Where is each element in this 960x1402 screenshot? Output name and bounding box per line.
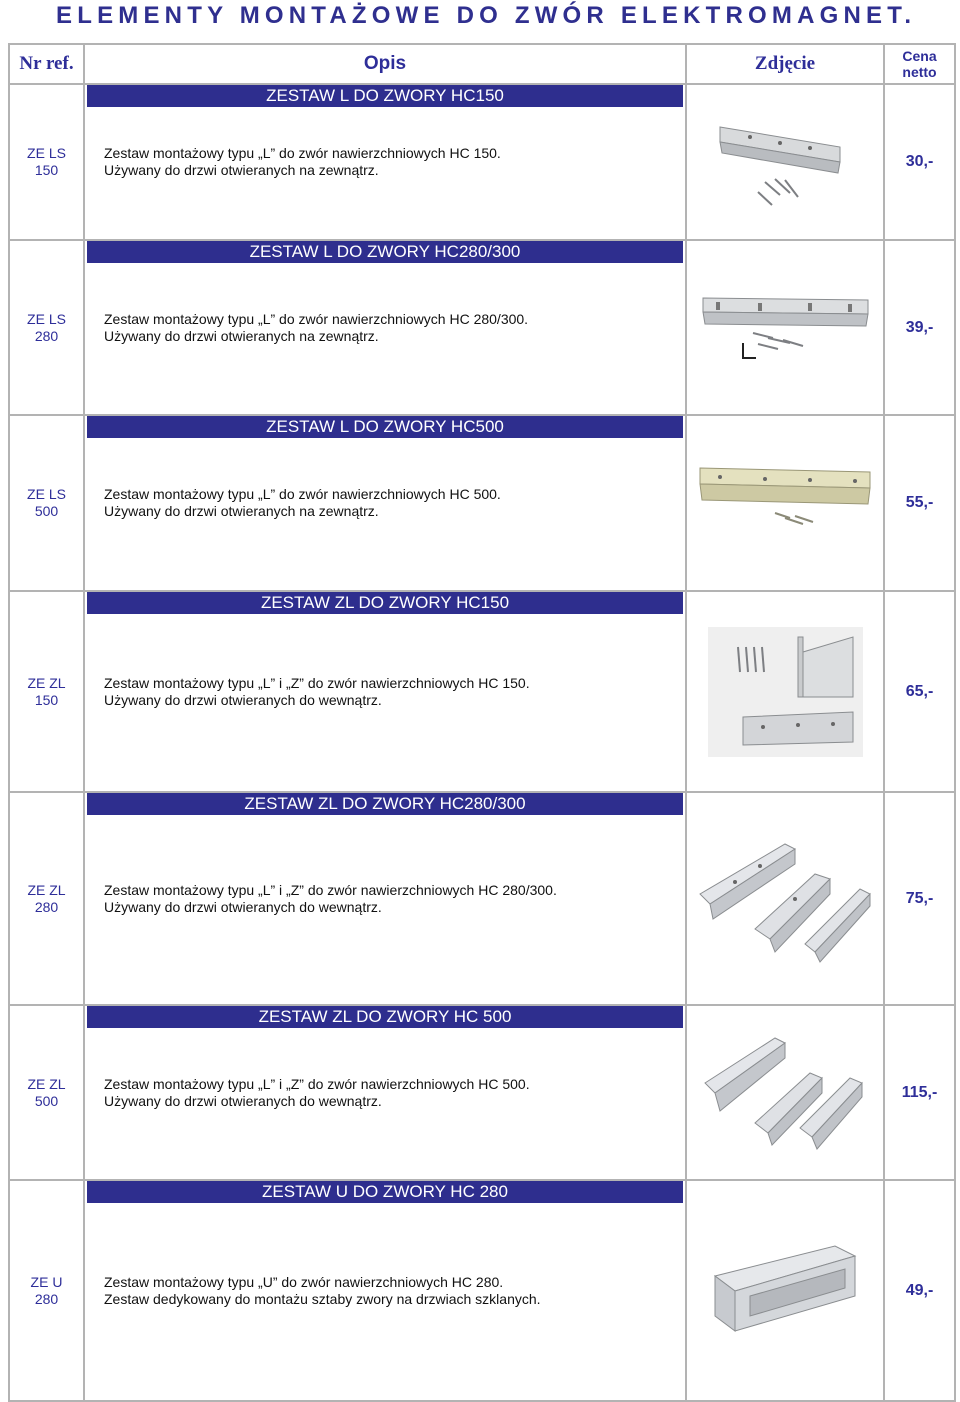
- item-price: 49,-: [885, 1181, 954, 1400]
- header-zdjecie-label: Zdjęcie: [754, 53, 816, 74]
- item-ref: [10, 85, 83, 239]
- item-ref-line1: ZE ZL: [27, 881, 66, 898]
- header-cena-line2: netto: [902, 64, 937, 80]
- section-band: ZESTAW L DO ZWORY HC280/300: [87, 241, 683, 263]
- item-photo: [687, 85, 883, 239]
- item-desc-line2: Używany do drzwi otwieranych na zewnątrz.: [104, 162, 379, 178]
- header-cena-line1: Cena: [902, 48, 937, 64]
- header-ref: [10, 45, 83, 83]
- item-desc-line2: Używany do drzwi otwieranych do wewnątrz.: [104, 898, 382, 915]
- section-band: ZESTAW L DO ZWORY HC150: [87, 85, 683, 107]
- section-band: ZESTAW ZL DO ZWORY HC150: [87, 592, 683, 614]
- item-desc-line2: Używany do drzwi otwieranych do wewnątrz.: [104, 691, 382, 708]
- item-ref: [10, 793, 83, 1004]
- item-price: 75,-: [885, 793, 954, 1004]
- l-bracket-icon: [710, 107, 860, 217]
- item-desc-line2: Używany do drzwi otwieranych do wewnątrz.: [104, 1092, 382, 1109]
- header-opis: [85, 45, 685, 83]
- item-description: [85, 241, 685, 414]
- item-ref-line1: ZE LS: [27, 310, 66, 327]
- item-description: [85, 1181, 685, 1400]
- item-price: 115,-: [885, 1006, 954, 1179]
- item-ref-line2: 280: [34, 327, 59, 344]
- l-bracket-icon: [698, 288, 873, 368]
- item-desc-line1: Zestaw montażowy typu „U” do zwór nawierzchniowych HC 280.: [104, 1273, 504, 1290]
- section-band: ZESTAW ZL DO ZWORY HC280/300: [87, 793, 683, 815]
- item-photo: [687, 1181, 883, 1400]
- item-ref-line2: 280: [34, 898, 59, 915]
- item-ref-line1: ZE U: [30, 1273, 63, 1290]
- zl-bracket-icon: [700, 1033, 870, 1153]
- zl-bracket-icon: [695, 834, 875, 964]
- section-band: ZESTAW ZL DO ZWORY HC 500: [87, 1006, 683, 1028]
- item-ref-line2: 150: [34, 691, 59, 708]
- item-description: [85, 793, 685, 1004]
- item-photo: [687, 1006, 883, 1179]
- section-band: ZESTAW L DO ZWORY HC500: [87, 416, 683, 438]
- item-desc-line1: Zestaw montażowy typu „L” i „Z” do zwór nawierzchniowych HC 150.: [104, 674, 530, 691]
- item-photo: [687, 416, 883, 590]
- header-zdjecie: [687, 45, 883, 83]
- u-bracket-icon: [705, 1236, 865, 1346]
- item-description: [85, 1006, 685, 1179]
- item-desc-line1: Zestaw montażowy typu „L” i „Z” do zwór nawierzchniowych HC 280/300.: [104, 881, 557, 898]
- item-ref-line1: ZE LS: [27, 145, 66, 161]
- item-ref-line2: 280: [34, 1290, 59, 1307]
- item-desc-line2: Używany do drzwi otwieranych na zewnątrz.: [104, 503, 379, 519]
- item-desc-line1: Zestaw montażowy typu „L” i „Z” do zwór nawierzchniowych HC 500.: [104, 1075, 530, 1092]
- item-price: 65,-: [885, 592, 954, 791]
- item-desc-line2: Używany do drzwi otwieranych na zewnątrz.: [104, 327, 379, 344]
- item-price: 55,-: [885, 416, 954, 590]
- item-description: [85, 85, 685, 239]
- item-desc-line1: Zestaw montażowy typu „L” do zwór nawierzchniowych HC 280/300.: [104, 310, 529, 327]
- item-ref: [10, 1181, 83, 1400]
- item-desc-line1: Zestaw montażowy typu „L” do zwór nawierzchniowych HC 500.: [104, 486, 501, 502]
- item-description: [85, 416, 685, 590]
- item-ref-line2: 500: [34, 1092, 59, 1109]
- item-price: 39,-: [885, 241, 954, 414]
- item-ref: [10, 416, 83, 590]
- l-bracket-icon: [695, 458, 875, 548]
- item-ref-line2: 500: [34, 503, 59, 519]
- header-opis-label: Opis: [363, 53, 407, 74]
- item-desc-line2: Zestaw dedykowany do montażu sztaby zwory na drzwiach szklanych.: [104, 1290, 541, 1307]
- item-ref: [10, 1006, 83, 1179]
- header-cena: [885, 45, 954, 83]
- item-desc-line1: Zestaw montażowy typu „L” do zwór nawierzchniowych HC 150.: [104, 145, 501, 161]
- zl-bracket-icon: [708, 627, 863, 757]
- header-ref-label: Nr ref.: [19, 53, 74, 74]
- item-ref: [10, 241, 83, 414]
- price-table: [8, 43, 956, 1402]
- item-description: [85, 592, 685, 791]
- item-ref-line2: 150: [34, 162, 59, 178]
- section-band: ZESTAW U DO ZWORY HC 280: [87, 1181, 683, 1203]
- item-photo: [687, 592, 883, 791]
- page-title: ELEMENTY MONTAŻOWE DO ZWÓR ELEKTROMAGNET.: [56, 2, 917, 29]
- item-photo: [687, 241, 883, 414]
- item-ref-line1: ZE LS: [27, 486, 66, 502]
- item-price: 30,-: [885, 85, 954, 239]
- item-ref-line1: ZE ZL: [27, 1075, 66, 1092]
- item-photo: [687, 793, 883, 1004]
- item-ref-line1: ZE ZL: [27, 674, 66, 691]
- item-ref: [10, 592, 83, 791]
